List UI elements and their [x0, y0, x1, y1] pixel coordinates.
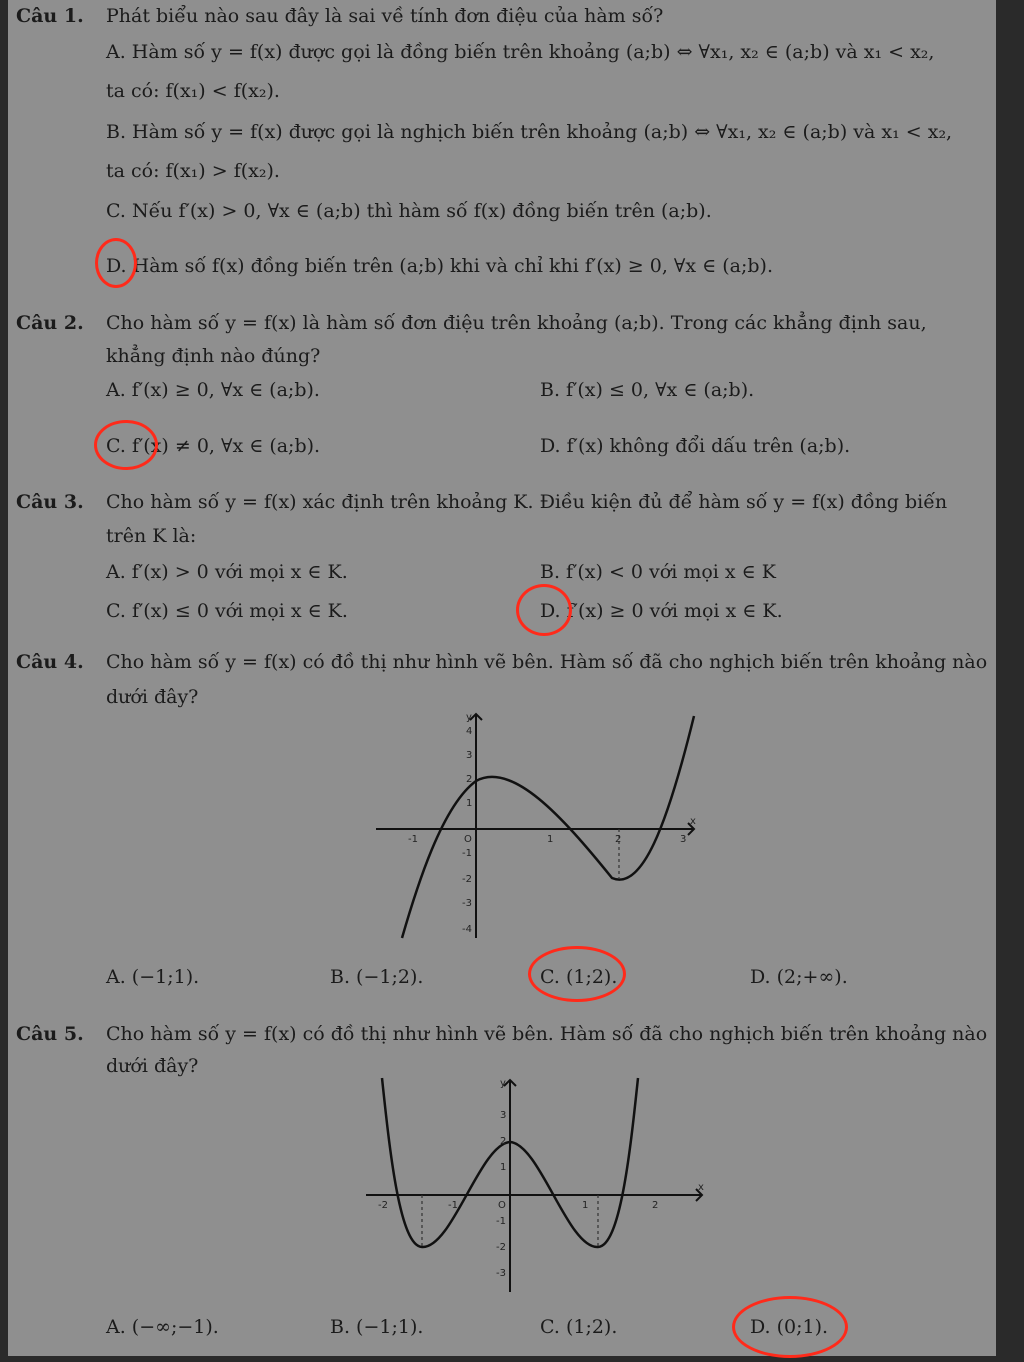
- q1-option-a-line2: ta có: f(x₁) < f(x₂).: [106, 80, 280, 102]
- q2-option-a: A. f′(x) ≥ 0, ∀x ∈ (a;b).: [106, 379, 320, 401]
- q4-x-label: x: [690, 816, 696, 827]
- q4-origin-label: O: [464, 834, 472, 845]
- q2-answer-circle: [94, 420, 158, 470]
- q3-stem-line2: trên K là:: [106, 525, 197, 547]
- q3-option-a: A. f′(x) > 0 với mọi x ∈ K.: [106, 561, 348, 583]
- q3-label: Câu 3.: [16, 491, 84, 513]
- q5-tick-x-neg2: -2: [378, 1200, 388, 1211]
- q3-option-b: B. f′(x) < 0 với mọi x ∈ K: [540, 561, 776, 583]
- q2-stem-line1: Cho hàm số y = f(x) là hàm số đơn điệu trên khoảng (a;b). Trong các khẳng định sau,: [106, 312, 927, 334]
- q5-answer-circle: [732, 1296, 848, 1358]
- q2-label: Câu 2.: [16, 312, 84, 334]
- q3-stem-line1: Cho hàm số y = f(x) xác định trên khoảng K. Điều kiện đủ để hàm số y = f(x) đồng biến: [106, 491, 948, 513]
- q4-tick-x-neg1: -1: [408, 834, 418, 845]
- q3-option-d: D. f′(x) ≥ 0 với mọi x ∈ K.: [540, 600, 783, 622]
- q4-tick-y4: 4: [466, 726, 473, 737]
- q4-option-b: B. (−1;2).: [330, 966, 424, 988]
- q4-tick-y1: 1: [466, 798, 473, 809]
- q2-stem-line2: khẳng định nào đúng?: [106, 345, 321, 367]
- q4-option-c: C. (1;2).: [540, 966, 618, 988]
- q5-y-label: y: [500, 1078, 506, 1089]
- q4-tick-x1: 1: [547, 834, 554, 845]
- q4-option-a: A. (−1;1).: [106, 966, 200, 988]
- q4-tick-x2: 2: [615, 834, 622, 845]
- q1-answer-circle: [95, 238, 137, 288]
- q5-axis-arrows: [504, 1080, 702, 1201]
- q5-option-b: B. (−1;1).: [330, 1316, 424, 1338]
- q2-option-d: D. f′(x) không đổi dấu trên (a;b).: [540, 435, 851, 457]
- q4-y-label: y: [466, 712, 472, 723]
- q5-tick-x-neg1: -1: [448, 1200, 458, 1211]
- q5-origin-label: O: [498, 1200, 506, 1211]
- q4-function-graph: [372, 706, 708, 942]
- q4-tick-y-neg4: -4: [462, 924, 472, 935]
- q1-option-a-line1: A. Hàm số y = f(x) được gọi là đồng biến trên khoảng (a;b) ⇔ ∀x₁, x₂ ∈ (a;b) và x₁ < x₂,: [106, 41, 935, 63]
- worksheet-page: [8, 0, 996, 1356]
- q1-label: Câu 1.: [16, 5, 84, 27]
- q4-answer-circle: [528, 946, 626, 1002]
- q4-option-d: D. (2;+∞).: [750, 966, 848, 988]
- q5-tick-y-neg3: -3: [496, 1268, 506, 1279]
- q4-label: Câu 4.: [16, 651, 84, 673]
- q5-tick-x2: 2: [652, 1200, 659, 1211]
- q5-option-a: A. (−∞;−1).: [106, 1316, 219, 1338]
- q5-tick-y-neg1: -1: [496, 1216, 506, 1227]
- q5-option-c: C. (1;2).: [540, 1316, 618, 1338]
- q5-option-d: D. (0;1).: [750, 1316, 829, 1338]
- q1-stem: Phát biểu nào sau đây là sai về tính đơn điệu của hàm số?: [106, 5, 664, 27]
- q5-label: Câu 5.: [16, 1023, 84, 1045]
- q4-stem-line2: dưới đây?: [106, 686, 199, 708]
- q4-tick-y2: 2: [466, 774, 473, 785]
- q1-option-c: C. Nếu f′(x) > 0, ∀x ∈ (a;b) thì hàm số f(x) đồng biến trên (a;b).: [106, 200, 712, 222]
- q5-stem-line1: Cho hàm số y = f(x) có đồ thị như hình vẽ bên. Hàm số đã cho nghịch biến trên khoảng nào: [106, 1023, 988, 1045]
- q5-function-graph: [360, 1074, 712, 1296]
- q4-stem-line1: Cho hàm số y = f(x) có đồ thị như hình vẽ bên. Hàm số đã cho nghịch biến trên khoảng nào: [106, 651, 988, 673]
- q4-tick-x3: 3: [680, 834, 687, 845]
- q3-option-c: C. f′(x) ≤ 0 với mọi x ∈ K.: [106, 600, 348, 622]
- q5-tick-y3: 3: [500, 1110, 507, 1121]
- q1-option-b-line2: ta có: f(x₁) > f(x₂).: [106, 160, 280, 182]
- q1-option-d: D. Hàm số f(x) đồng biến trên (a;b) khi và chỉ khi f′(x) ≥ 0, ∀x ∈ (a;b).: [106, 255, 774, 277]
- q4-tick-y-neg3: -3: [462, 898, 472, 909]
- q1-option-b-line1: B. Hàm số y = f(x) được gọi là nghịch biến trên khoảng (a;b) ⇔ ∀x₁, x₂ ∈ (a;b) và x₁ < x₂,: [106, 121, 953, 143]
- q5-tick-y2: 2: [500, 1136, 507, 1147]
- q5-tick-y1: 1: [500, 1162, 507, 1173]
- q5-stem-line2: dưới đây?: [106, 1055, 199, 1077]
- q4-tick-y-neg2: -2: [462, 874, 472, 885]
- q4-axis-arrows: [470, 714, 694, 835]
- q3-answer-circle: [516, 584, 572, 636]
- q5-x-label: x: [698, 1182, 704, 1193]
- q4-tick-y-neg1: -1: [462, 848, 472, 859]
- q5-tick-y-neg2: -2: [496, 1242, 506, 1253]
- q2-option-c: C. f′(x) ≠ 0, ∀x ∈ (a;b).: [106, 435, 321, 457]
- q2-option-b: B. f′(x) ≤ 0, ∀x ∈ (a;b).: [540, 379, 755, 401]
- q4-curve: [402, 716, 694, 938]
- q5-tick-x1: 1: [582, 1200, 589, 1211]
- q4-tick-y3: 3: [466, 750, 473, 761]
